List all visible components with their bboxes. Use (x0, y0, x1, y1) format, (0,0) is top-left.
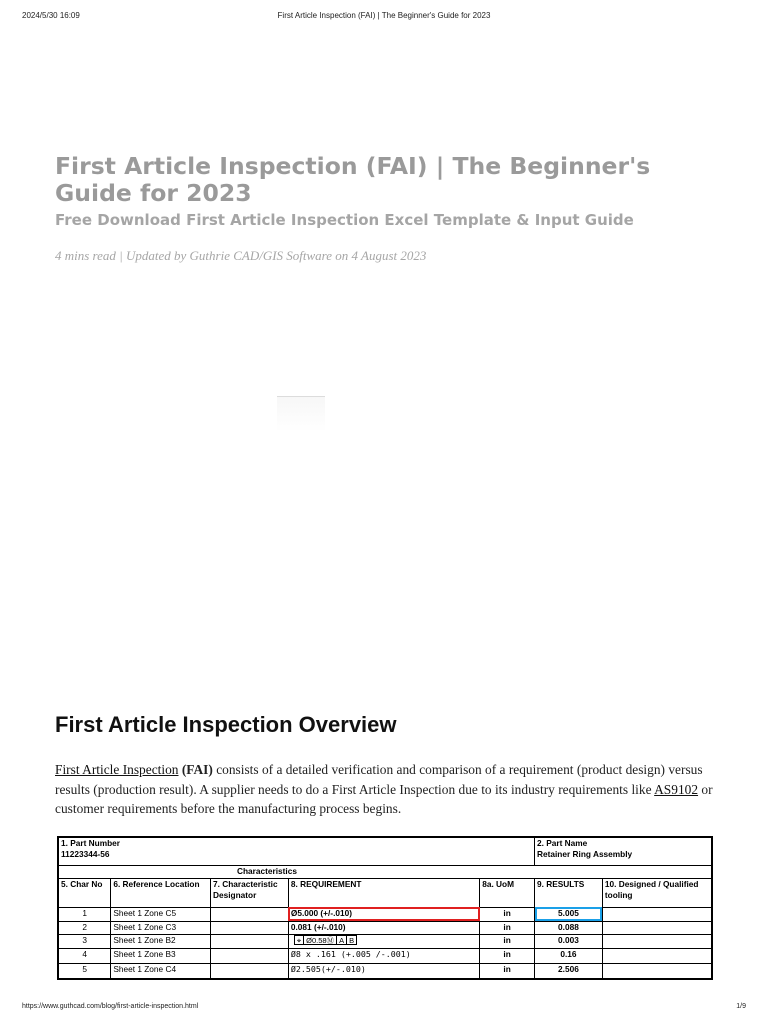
col-header-ref-location: 6. Reference Location (111, 878, 211, 907)
designator-cell (211, 907, 289, 921)
result: 0.003 (535, 934, 603, 948)
table-row (58, 907, 712, 921)
uom: in (480, 948, 535, 963)
ref-location: Sheet 1 Zone C5 (111, 907, 211, 921)
requirement-gdt (288, 934, 479, 948)
print-header (22, 11, 746, 23)
intro-text-1: consists of a detailed verification and comparison of a requirement (product design) versus results (production result). A supplier needs to do a First Article Inspection due to its industry requirements like (55, 762, 703, 797)
col-header-tooling: 10. Designed / Qualified tooling (602, 878, 712, 907)
col-header-designator: 7. Characteristic Designator (211, 878, 289, 907)
ref-location: Sheet 1 Zone B2 (111, 934, 211, 948)
part-number-cell (58, 837, 535, 865)
requirement: 0.081 (+/-.010) (288, 921, 479, 934)
table-row (58, 963, 712, 979)
part-name-cell (535, 837, 712, 865)
article-title: First Article Inspection (FAI) | The Beginner's Guide for 2023 (55, 152, 651, 207)
result: 2.506 (535, 963, 603, 979)
result: 0.16 (535, 948, 603, 963)
gdt-tolerance: Ø0.58Ⓜ (304, 936, 337, 945)
col-header-char-no: 5. Char No (58, 878, 111, 907)
uom: in (480, 921, 535, 934)
ref-location: Sheet 1 Zone C4 (111, 963, 211, 979)
ref-location: Sheet 1 Zone B3 (111, 948, 211, 963)
char-no: 5 (58, 963, 111, 979)
tooling-cell (602, 934, 712, 948)
uom: in (480, 963, 535, 979)
ref-location: Sheet 1 Zone C3 (111, 921, 211, 934)
article-subtitle: Free Download First Article Inspection Excel Template & Input Guide (55, 211, 634, 229)
col-header-requirement: 8. REQUIREMENT (288, 878, 479, 907)
tooling-cell (602, 921, 712, 934)
char-no: 2 (58, 921, 111, 934)
print-datetime: 2024/5/30 16:09 (22, 11, 80, 20)
intro-paragraph (55, 760, 715, 819)
table-row (58, 934, 712, 948)
characteristics-header: Characteristics (58, 865, 712, 878)
designator-cell (211, 921, 289, 934)
part-number-label: 1. Part Number (61, 838, 121, 848)
col-header-results: 9. RESULTS (535, 878, 603, 907)
image-placeholder (277, 396, 325, 432)
gdt-datum-b: B (349, 935, 355, 945)
position-icon: ⌖ (295, 936, 304, 945)
result: 0.088 (535, 921, 603, 934)
table-row (58, 948, 712, 963)
gdt-datum-a: A (337, 936, 347, 945)
fai-form-table (57, 836, 713, 980)
designator-cell (211, 934, 289, 948)
fai-link[interactable]: First Article Inspection (55, 762, 179, 777)
intro-text-2: or customer requirements before the manufacturing process begins. (55, 781, 713, 816)
requirement-highlighted: Ø5.000 (+/-.010) (288, 907, 479, 921)
col-header-uom: 8a. UoM (480, 878, 535, 907)
designator-cell (211, 948, 289, 963)
article-meta: 4 mins read | Updated by Guthrie CAD/GIS Software on 4 August 2023 (55, 248, 427, 263)
char-no: 4 (58, 948, 111, 963)
section-title: First Article Inspection Overview (55, 712, 397, 737)
requirement: Ø8 x .161 (+.005 /-.001) (288, 948, 479, 963)
fai-abbreviation: (FAI) (181, 762, 213, 777)
result-highlighted: 5.005 (535, 907, 603, 921)
requirement: Ø2.505(+/-.010) (288, 963, 479, 979)
uom: in (480, 907, 535, 921)
char-no: 3 (58, 934, 111, 948)
tooling-cell (602, 963, 712, 979)
table-row (58, 921, 712, 934)
designator-cell (211, 963, 289, 979)
print-page-title: First Article Inspection (FAI) | The Beginner's Guide for 2023 (277, 11, 491, 20)
char-no: 1 (58, 907, 111, 921)
uom: in (480, 934, 535, 948)
page-url: https://www.guthcad.com/blog/first-article-inspection.html (22, 1003, 199, 1010)
print-footer (22, 1003, 746, 1015)
as9102-link[interactable]: AS9102 (654, 781, 699, 797)
part-name-value: Retainer Ring Assembly (537, 849, 633, 859)
tooling-cell (602, 907, 712, 921)
gdt-feature-control-frame (294, 935, 357, 945)
part-name-label: 2. Part Name (537, 838, 588, 848)
part-number-value: 11223344-56 (61, 849, 110, 859)
page-number: 1/9 (736, 1003, 746, 1010)
tooling-cell (602, 948, 712, 963)
